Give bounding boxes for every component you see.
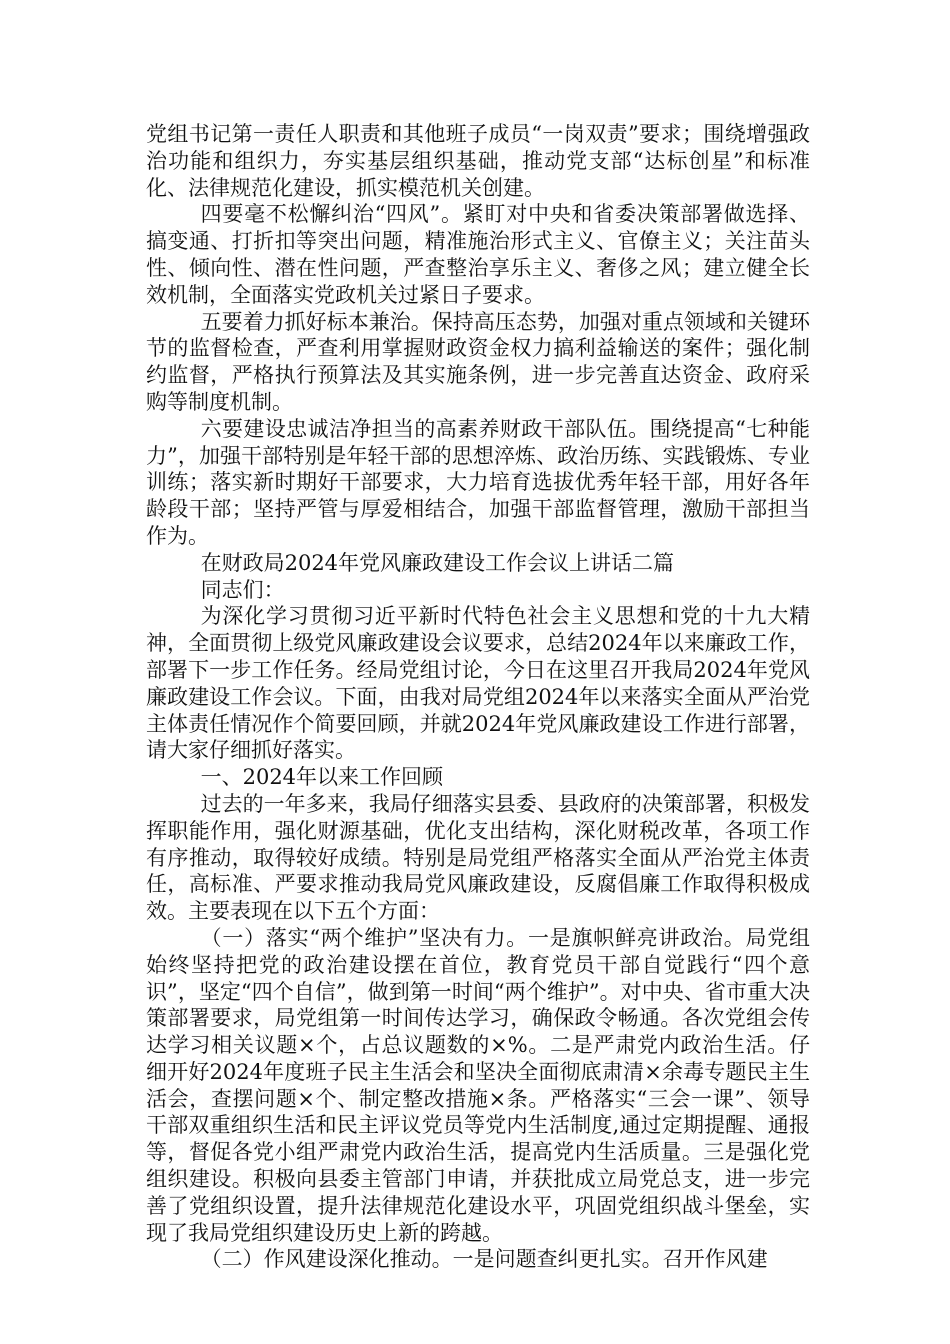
- salutation: 同志们：: [200, 577, 285, 602]
- paragraph-root-and-branch: 五要着力抓好标本兼治。保持高压态势，加强对重点领域和关键环节的监督检查，严查利用掌握财政资金权力搞利益输送的案件；强化制约监督，严格执行预算法及其实施条例，进一步完善直达资金、政府采购等制度机制。: [146, 309, 810, 414]
- paragraph-four-winds: 四要毫不松懈纠治“四风”。紧盯对中央和省委决策部署做选择、搞变通、打折扣等突出问题，精准施治形式主义、官僚主义；关注苗头性、倾向性、潜在性问题，严查整治享乐主义、奢侈之风；建立健全长效机制，全面落实党政机关过紧日子要求。: [146, 202, 810, 307]
- paragraph-work-style: （二）作风建设深化推动。一是问题查纠更扎实。召开作风建: [200, 1247, 768, 1272]
- paragraph-party-secretary-duty: 党组书记第一责任人职责和其他班子成员“一岗双责”要求；围绕增强政治功能和组织力，夯实基层组织基础，推动党支部“达标创星”和标准化、法律规范化建设，抓实模范机关创建。: [146, 122, 810, 200]
- paragraph-opening: 为深化学习贯彻习近平新时代特色社会主义思想和党的十九大精神，全面贯彻上级党风廉政建设会议要求，总结2024年以来廉政工作，部署下一步工作任务。经局党组讨论，今日在这里召开我局2024年党风廉政建设工作会议。下面，由我对局党组2024年以来落实全面从严治党主体责任情况作个简要回顾，并就2024年党风廉政建设工作进行部署，请大家仔细抓好落实。: [146, 604, 810, 763]
- document-body: [146, 121, 810, 1273]
- speech-title: 在财政局2024年党风廉政建设工作会议上讲话二篇: [200, 550, 675, 575]
- paragraph-two-safeguards: （一）落实“两个维护”坚决有力。一是旗帜鲜亮讲政治。局党组始终坚持把党的政治建设摆在首位，教育党员干部自觉践行“四个意识”，坚定“四个自信”，做到第一时间“两个维护”。对中央、省市重大决策部署要求，局党组第一时间传达学习，确保政令畅通。各次党组会传达学习相关议题×个，占总议题数的×%。二是严肃党内政治生活。仔细开好2024年度班子民主生活会和坚决全面彻底肃清×余毒专题民主生活会，查摆问题×个、制定整改措施×条。严格落实“三会一课”、领导干部双重组织生活和民主评议党员等党内生活制度,通过定期提醒、通报等，督促各党小组严肃党内政治生活，提高党内生活质量。三是强化党组织建设。积极向县委主管部门申请，并获批成立局党总支，进一步完善了党组织设置，提升法律规范化建设水平，巩固党组织战斗堡垒，实现了我局党组织建设历史上新的跨越。: [146, 925, 810, 1245]
- section-heading-review: 一、2024年以来工作回顾: [200, 765, 444, 790]
- paragraph-review-summary: 过去的一年多来，我局仔细落实县委、县政府的决策部署，积极发挥职能作用，强化财源基础，优化支出结构，深化财税改革，各项工作有序推动，取得较好成绩。特别是局党组严格落实全面从严治党主体责任，高标准、严要求推动我局党风廉政建设，反腐倡廉工作取得积极成效。主要表现在以下五个方面：: [146, 791, 810, 924]
- paragraph-cadre-team: 六要建设忠诚洁净担当的高素养财政干部队伍。围绕提高“七种能力”，加强干部特别是年轻干部的思想淬炼、政治历练、实践锻炼、专业训练；落实新时期好干部要求，大力培育选拔优秀年轻干部，用好各年龄段干部；坚持严管与厚爱相结合，加强干部监督管理，激励干部担当作为。: [146, 416, 810, 548]
